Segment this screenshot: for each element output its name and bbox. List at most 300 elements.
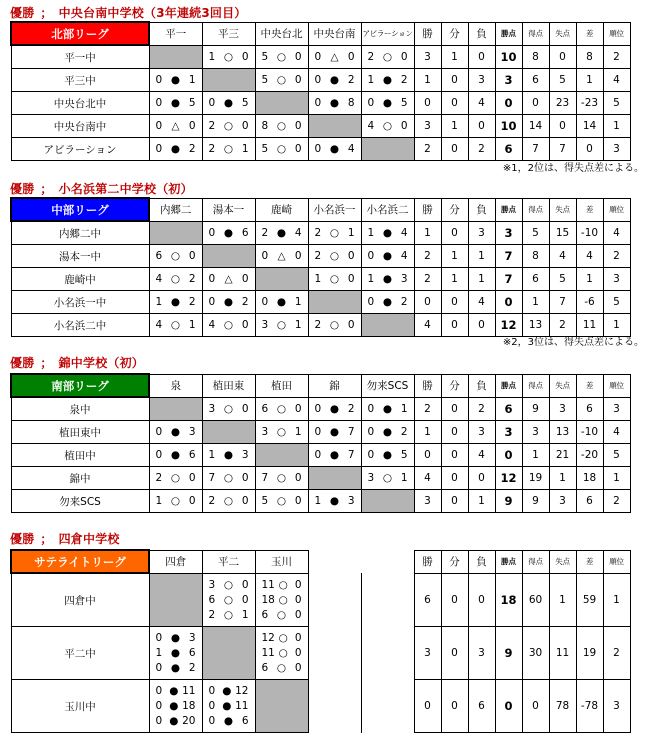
wins: 2 — [414, 268, 441, 291]
spacer — [308, 680, 361, 733]
score-cell — [256, 491, 308, 512]
goals-against: 1 — [347, 226, 355, 239]
match-cell — [308, 92, 361, 115]
north-league-table — [10, 21, 631, 161]
match-cell — [361, 421, 414, 444]
score-cell — [203, 398, 255, 419]
stat-header: 勝 — [414, 374, 441, 397]
stat-header: 順位 — [603, 198, 630, 221]
match-cell — [308, 45, 361, 69]
wins: 3 — [414, 627, 441, 680]
opponent-header: 錦 — [308, 374, 361, 397]
result-mark: ○ — [170, 495, 181, 507]
self-match-cell — [149, 397, 202, 421]
goals-for: 3 — [208, 578, 216, 591]
stat-header: 差 — [576, 374, 603, 397]
table-row — [11, 115, 630, 138]
goals-for: 0 — [314, 143, 322, 155]
result-mark: △ — [224, 273, 233, 285]
rank: 2 — [603, 245, 630, 268]
goals-for: 0 — [155, 97, 163, 109]
goals-for: 3 — [261, 426, 269, 438]
result-mark: ● — [382, 97, 393, 109]
match-stack — [203, 577, 255, 622]
goals-against: 3 — [400, 273, 408, 285]
goals-against: 0 — [188, 120, 196, 132]
goals-against: 18 — [182, 700, 196, 712]
points: 0 — [495, 444, 522, 467]
points: 0 — [495, 92, 522, 115]
goals-against-total: 13 — [549, 421, 576, 444]
score-cell — [203, 699, 255, 714]
result-mark: ● — [329, 97, 340, 109]
league-name: 中部リーグ — [11, 198, 149, 221]
goals-for: 5 — [261, 74, 269, 86]
goals-for-total: 0 — [522, 92, 549, 115]
goals-for: 0 — [155, 74, 163, 86]
score-cell — [150, 661, 202, 676]
stat-header: 得点 — [522, 550, 549, 573]
rank: 4 — [603, 221, 630, 245]
points: 3 — [495, 221, 522, 245]
result-mark: ● — [329, 143, 340, 155]
goals-for: 1 — [367, 273, 375, 285]
league-name: 南部リーグ — [11, 374, 149, 397]
goals-for-total: 19 — [522, 467, 549, 490]
score-cell — [150, 315, 202, 336]
match-cell — [149, 314, 202, 337]
score-cell — [256, 315, 308, 336]
score-cell — [150, 93, 202, 114]
goals-against: 1 — [400, 472, 408, 484]
goals-for: 3 — [261, 319, 269, 331]
goals-for: 0 — [155, 632, 163, 644]
match-cell — [202, 221, 255, 245]
stat-header: 失点 — [549, 374, 576, 397]
match-cell — [361, 268, 414, 291]
opponent-header: 鹿崎 — [255, 198, 308, 221]
draws: 0 — [441, 92, 468, 115]
team-name: アビラーション — [11, 138, 149, 161]
result-mark: ● — [223, 226, 234, 239]
self-match-cell — [255, 268, 308, 291]
goals-against: 0 — [294, 578, 302, 591]
goals-against: 2 — [188, 273, 196, 285]
goals-for: 1 — [314, 495, 322, 507]
rank: 3 — [603, 680, 630, 733]
goal-diff: 11 — [576, 314, 603, 337]
table-row — [11, 573, 630, 627]
result-mark: ○ — [329, 319, 340, 331]
goals-for-total: 0 — [522, 680, 549, 733]
result-mark: ● — [223, 296, 234, 308]
score-cell — [309, 222, 361, 243]
match-cell — [202, 268, 255, 291]
draws: 0 — [441, 397, 468, 421]
goals-for: 1 — [367, 74, 375, 86]
losses: 3 — [468, 627, 495, 680]
goals-for: 1 — [314, 273, 322, 285]
table-row — [11, 92, 630, 115]
rank: 2 — [603, 627, 630, 680]
goals-for: 0 — [314, 449, 322, 461]
result-mark: ○ — [223, 319, 234, 331]
score-cell — [309, 422, 361, 443]
points: 0 — [495, 291, 522, 314]
score-cell — [309, 70, 361, 91]
goals-against-total: 78 — [549, 680, 576, 733]
points: 6 — [495, 397, 522, 421]
result-mark: ○ — [223, 472, 234, 484]
score-cell — [203, 315, 255, 336]
score-cell — [203, 607, 255, 622]
goals-for: 0 — [208, 97, 216, 109]
goals-for: 1 — [208, 50, 216, 63]
goals-for: 2 — [208, 608, 216, 621]
goal-diff: 4 — [576, 245, 603, 268]
match-cell — [255, 291, 308, 314]
goals-against: 0 — [241, 120, 249, 132]
table-row — [11, 138, 630, 161]
goals-against: 2 — [188, 143, 196, 155]
opponent-header: アビラーション — [361, 22, 414, 45]
stat-header: 勝点 — [495, 550, 522, 573]
result-mark: ○ — [329, 273, 340, 285]
self-match-cell — [149, 573, 202, 627]
stat-header: 差 — [576, 198, 603, 221]
result-mark: ○ — [223, 120, 234, 132]
goals-for: 4 — [155, 273, 163, 285]
score-cell — [203, 592, 255, 607]
result-mark: ● — [276, 296, 287, 308]
goals-against-total: 1 — [549, 467, 576, 490]
goals-for: 6 — [208, 593, 216, 606]
table-row — [11, 467, 630, 490]
result-mark: ○ — [278, 593, 288, 606]
match-cell — [361, 291, 414, 314]
points: 0 — [495, 680, 522, 733]
goals-for: 0 — [155, 662, 163, 674]
draws: 0 — [441, 291, 468, 314]
points: 12 — [495, 314, 522, 337]
score-cell — [309, 139, 361, 160]
goals-against: 0 — [294, 250, 302, 262]
points: 6 — [495, 138, 522, 161]
table-row — [11, 69, 630, 92]
goals-for: 0 — [208, 296, 216, 308]
score-cell — [150, 714, 202, 729]
goals-for: 2 — [314, 319, 322, 331]
match-cell — [255, 421, 308, 444]
goals-for: 11 — [261, 647, 275, 659]
score-cell — [203, 468, 255, 489]
result-mark: ● — [169, 700, 179, 712]
opponent-header: 平三 — [202, 22, 255, 45]
score-cell — [256, 116, 308, 137]
points: 9 — [495, 490, 522, 513]
rank: 3 — [603, 397, 630, 421]
draws: 1 — [441, 115, 468, 138]
result-mark: ● — [329, 449, 340, 461]
goals-against: 0 — [294, 143, 302, 155]
wins: 2 — [414, 245, 441, 268]
result-mark: ● — [169, 685, 179, 697]
team-name: 湯本一中 — [11, 245, 149, 268]
goals-for: 0 — [155, 426, 163, 438]
goals-against: 0 — [294, 608, 302, 621]
points: 3 — [495, 69, 522, 92]
draws: 0 — [441, 680, 468, 733]
goals-against: 0 — [294, 495, 302, 507]
match-cell — [202, 314, 255, 337]
goal-diff: -78 — [576, 680, 603, 733]
goals-for-total: 14 — [522, 115, 549, 138]
losses: 4 — [468, 291, 495, 314]
goals-for: 0 — [208, 715, 216, 727]
match-cell — [308, 221, 361, 245]
rank: 4 — [603, 69, 630, 92]
team-name: 錦中 — [11, 467, 149, 490]
central-league-table — [10, 197, 631, 337]
goals-against: 4 — [294, 226, 302, 239]
table-row — [11, 444, 630, 467]
goals-against: 1 — [294, 296, 302, 308]
self-match-cell — [255, 92, 308, 115]
score-cell — [362, 116, 414, 137]
match-cell — [202, 138, 255, 161]
goal-diff: 18 — [576, 467, 603, 490]
match-cell — [308, 138, 361, 161]
league-name: サテライトリーグ — [11, 550, 149, 573]
goals-against: 5 — [400, 449, 408, 461]
goals-against-total: 0 — [549, 115, 576, 138]
result-mark: ● — [382, 273, 393, 285]
rank: 2 — [603, 45, 630, 69]
goals-for-total: 8 — [522, 45, 549, 69]
self-match-cell — [308, 291, 361, 314]
self-match-cell — [308, 467, 361, 490]
match-cell — [255, 221, 308, 245]
result-mark: ● — [223, 97, 234, 109]
score-cell — [150, 684, 202, 699]
result-mark: ○ — [276, 50, 287, 63]
result-mark: ○ — [170, 319, 181, 331]
goals-against: 0 — [241, 593, 249, 606]
table-row — [11, 421, 630, 444]
draws: 0 — [441, 573, 468, 627]
table-row — [11, 45, 630, 69]
result-mark: ○ — [278, 578, 288, 591]
goals-for: 1 — [367, 226, 375, 239]
match-cell — [149, 291, 202, 314]
goal-diff: 14 — [576, 115, 603, 138]
score-cell — [256, 607, 308, 622]
spacer — [361, 573, 414, 627]
losses: 0 — [468, 115, 495, 138]
stat-header: 失点 — [549, 550, 576, 573]
spacer — [361, 627, 414, 680]
goals-for: 0 — [261, 250, 269, 262]
opponent-header: 平一 — [149, 22, 202, 45]
goals-for-total: 13 — [522, 314, 549, 337]
wins: 3 — [414, 45, 441, 69]
score-cell — [203, 116, 255, 137]
match-cell — [202, 444, 255, 467]
score-cell — [150, 468, 202, 489]
match-cell — [308, 69, 361, 92]
stat-header: 分 — [441, 22, 468, 45]
satellite-league-table — [10, 549, 631, 733]
result-mark: ● — [170, 632, 181, 644]
goals-for-total: 7 — [522, 138, 549, 161]
score-cell — [256, 661, 308, 676]
self-match-cell — [202, 245, 255, 268]
wins: 3 — [414, 115, 441, 138]
north-winner-title: 優勝 ； 中央台南中学校（3年連続3回目） — [10, 6, 247, 20]
goals-for: 4 — [367, 120, 375, 132]
self-match-cell — [149, 45, 202, 69]
result-mark: ● — [222, 685, 232, 697]
score-cell — [256, 468, 308, 489]
score-cell — [256, 577, 308, 592]
goals-against: 0 — [400, 50, 408, 63]
goals-for: 2 — [314, 250, 322, 262]
losses: 2 — [468, 138, 495, 161]
goals-for: 4 — [208, 319, 216, 331]
match-cell — [255, 467, 308, 490]
stat-header: 失点 — [549, 198, 576, 221]
rank: 1 — [603, 115, 630, 138]
match-stack — [150, 684, 202, 729]
result-mark: ○ — [382, 472, 393, 484]
goals-for: 0 — [155, 143, 163, 155]
goals-against: 7 — [347, 426, 355, 438]
rank: 5 — [603, 444, 630, 467]
result-mark: ○ — [170, 250, 181, 262]
points: 3 — [495, 421, 522, 444]
goals-against: 1 — [294, 426, 302, 438]
goals-for-total: 3 — [522, 421, 549, 444]
stat-header: 負 — [468, 374, 495, 397]
result-mark: ● — [382, 74, 393, 86]
goal-diff: -20 — [576, 444, 603, 467]
score-cell — [309, 315, 361, 336]
goals-against: 0 — [241, 319, 249, 331]
team-name: 平二中 — [11, 627, 149, 680]
match-stack — [150, 631, 202, 676]
match-cell — [308, 397, 361, 421]
self-match-cell — [255, 444, 308, 467]
wins: 4 — [414, 314, 441, 337]
goals-against: 6 — [188, 449, 196, 461]
score-cell — [362, 70, 414, 91]
goals-for: 8 — [261, 120, 269, 132]
goals-against: 7 — [347, 449, 355, 461]
match-cell — [202, 45, 255, 69]
result-mark: ● — [170, 647, 181, 659]
stat-header: 負 — [468, 550, 495, 573]
losses: 6 — [468, 680, 495, 733]
central-note: ※2，3位は、得失点差による。 — [502, 337, 644, 348]
match-cell — [361, 115, 414, 138]
goals-for: 0 — [155, 700, 163, 712]
match-cell — [308, 268, 361, 291]
goals-against: 0 — [241, 273, 249, 285]
result-mark: ○ — [329, 250, 340, 262]
result-mark: ● — [170, 296, 181, 308]
goals-for: 7 — [208, 472, 216, 484]
result-mark: ○ — [382, 120, 393, 132]
result-mark: ○ — [276, 608, 287, 621]
match-cell — [202, 291, 255, 314]
match-cell — [361, 444, 414, 467]
score-cell — [256, 246, 308, 267]
goals-for: 18 — [261, 593, 275, 606]
result-mark: ○ — [170, 273, 181, 285]
south-winner-team: 錦中学校（初） — [58, 356, 145, 370]
score-cell — [203, 139, 255, 160]
score-cell — [150, 491, 202, 512]
goals-against: 4 — [347, 143, 355, 155]
self-match-cell — [202, 69, 255, 92]
result-mark: ○ — [276, 74, 287, 86]
score-cell — [362, 46, 414, 67]
spacer — [308, 573, 361, 627]
goals-against-total: 21 — [549, 444, 576, 467]
stat-header: 分 — [441, 374, 468, 397]
match-cell — [149, 92, 202, 115]
stat-header: 負 — [468, 22, 495, 45]
goals-against-total: 7 — [549, 291, 576, 314]
goal-diff: 19 — [576, 627, 603, 680]
result-mark: ● — [329, 495, 340, 507]
opponent-header: 泉 — [149, 374, 202, 397]
result-mark: ○ — [276, 495, 287, 507]
score-cell — [362, 222, 414, 243]
goals-for: 0 — [208, 700, 216, 712]
goals-for: 0 — [314, 97, 322, 109]
goals-for: 0 — [208, 273, 216, 285]
rank: 3 — [603, 138, 630, 161]
goal-diff: 6 — [576, 397, 603, 421]
goals-for: 2 — [155, 472, 163, 484]
score-cell — [150, 445, 202, 466]
goals-against: 2 — [347, 402, 355, 415]
goals-against: 12 — [235, 685, 249, 697]
goals-for: 0 — [314, 74, 322, 86]
score-cell — [203, 491, 255, 512]
goals-against: 3 — [241, 449, 249, 461]
opponent-header: 湯本一 — [202, 198, 255, 221]
goals-against: 0 — [347, 250, 355, 262]
goals-against: 1 — [241, 143, 249, 155]
match-cell — [361, 92, 414, 115]
result-mark: ● — [170, 426, 181, 438]
score-cell — [256, 70, 308, 91]
match-cell — [202, 115, 255, 138]
score-cell — [309, 46, 361, 67]
goals-against: 0 — [294, 593, 302, 606]
score-cell — [150, 269, 202, 290]
opponent-header: 小名浜一 — [308, 198, 361, 221]
goals-for: 2 — [367, 50, 375, 63]
goals-for-total: 6 — [522, 69, 549, 92]
draws: 0 — [441, 138, 468, 161]
central-winner-team: 小名浜第二中学校（初） — [58, 182, 193, 196]
rank: 4 — [603, 421, 630, 444]
goals-against: 2 — [400, 74, 408, 86]
opponent-header: 玉川 — [255, 550, 308, 573]
